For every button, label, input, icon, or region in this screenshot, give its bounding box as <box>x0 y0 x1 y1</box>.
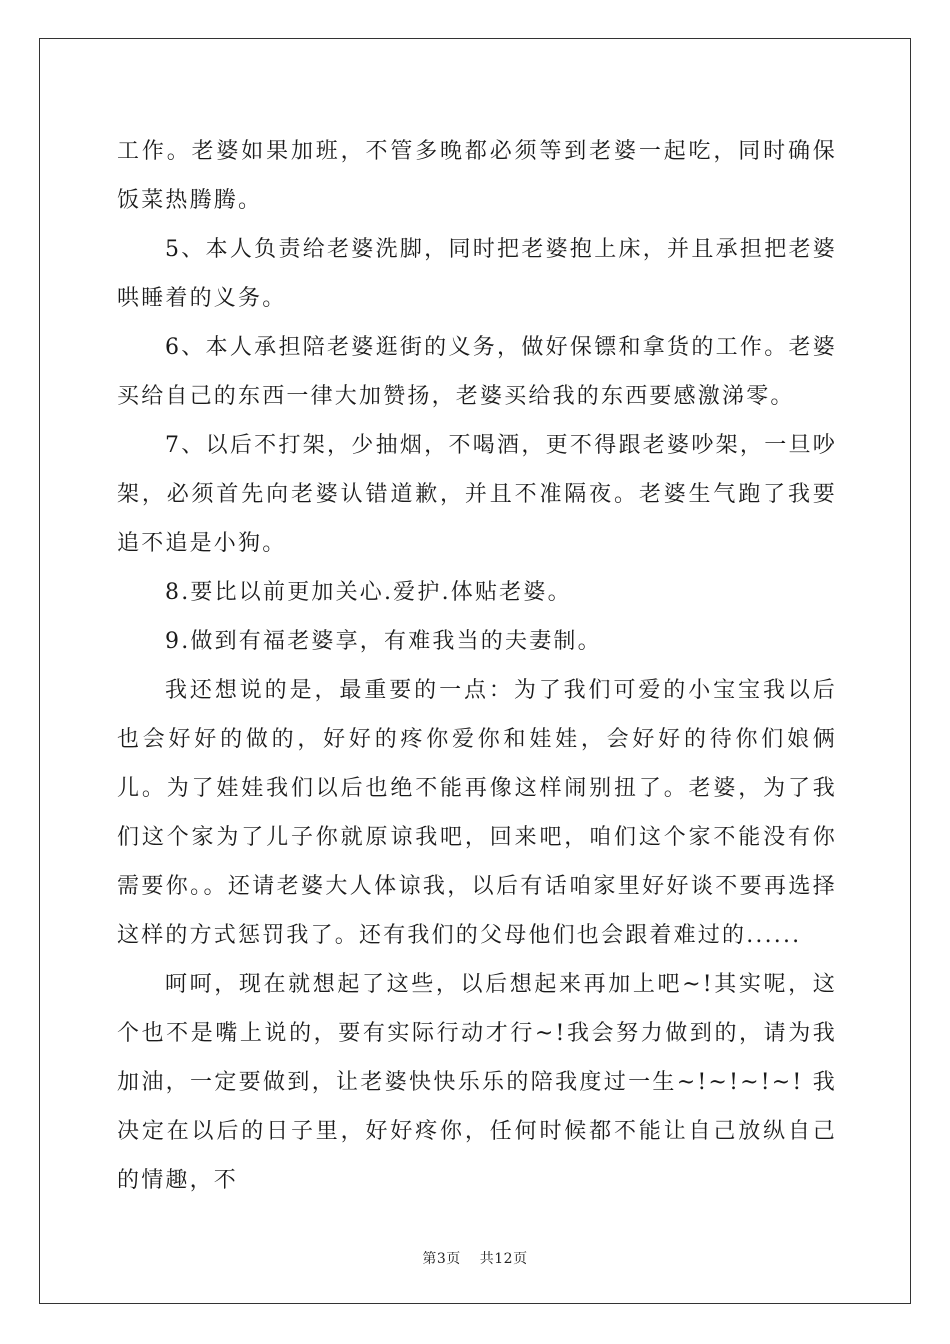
paragraph-3: 6、本人承担陪老婆逛街的义务，做好保镖和拿货的工作。老婆买给自己的东西一律大加赞扬，老婆买给我的东西要感激涕零。 <box>117 335 837 409</box>
page-number-current: 第3页 <box>422 1251 461 1267</box>
document-body <box>117 127 837 1205</box>
paragraph-4: 7、以后不打架，少抽烟，不喝酒，更不得跟老婆吵架，一旦吵架，必须首先向老婆认错道歉，并且不准隔夜。老婆生气跑了我要追不追是小狗。 <box>117 433 837 556</box>
page-footer <box>0 1248 950 1268</box>
page-number-total: 共12页 <box>479 1251 528 1267</box>
paragraph-7: 我还想说的是，最重要的一点：为了我们可爱的小宝宝我以后也会好好的做的，好好的疼你爱你和娃娃，会好好的待你们娘俩儿。为了娃娃我们以后也绝不能再像这样闹别扭了。老婆，为了我们这个家为了儿子你就原谅我吧，回来吧，咱们这个家不能没有你需要你。。还请老婆大人体谅我，以后有话咱家里好好谈不要再选择这样的方式惩罚我了。还有我们的父母他们也会跟着难过的...... <box>117 678 837 948</box>
paragraph-6: 9.做到有福老婆享，有难我当的夫妻制。 <box>165 629 602 654</box>
paragraph-5: 8.要比以前更加关心.爱护.体贴老婆。 <box>165 580 572 605</box>
paragraph-8: 呵呵，现在就想起了这些，以后想起来再加上吧~!其实呢，这个也不是嘴上说的，要有实际行动才行~!我会努力做到的，请为我加油，一定要做到，让老婆快快乐乐的陪我度过一生~!~!~!~! 我决定在以后的日子里，好好疼你，任何时候都不能让自己放纵自己的情趣，不 <box>117 972 837 1193</box>
paragraph-2: 5、本人负责给老婆洗脚，同时把老婆抱上床，并且承担把老婆哄睡着的义务。 <box>117 237 837 311</box>
paragraph-1: 工作。老婆如果加班，不管多晚都必须等到老婆一起吃，同时确保饭菜热腾腾。 <box>117 139 837 213</box>
